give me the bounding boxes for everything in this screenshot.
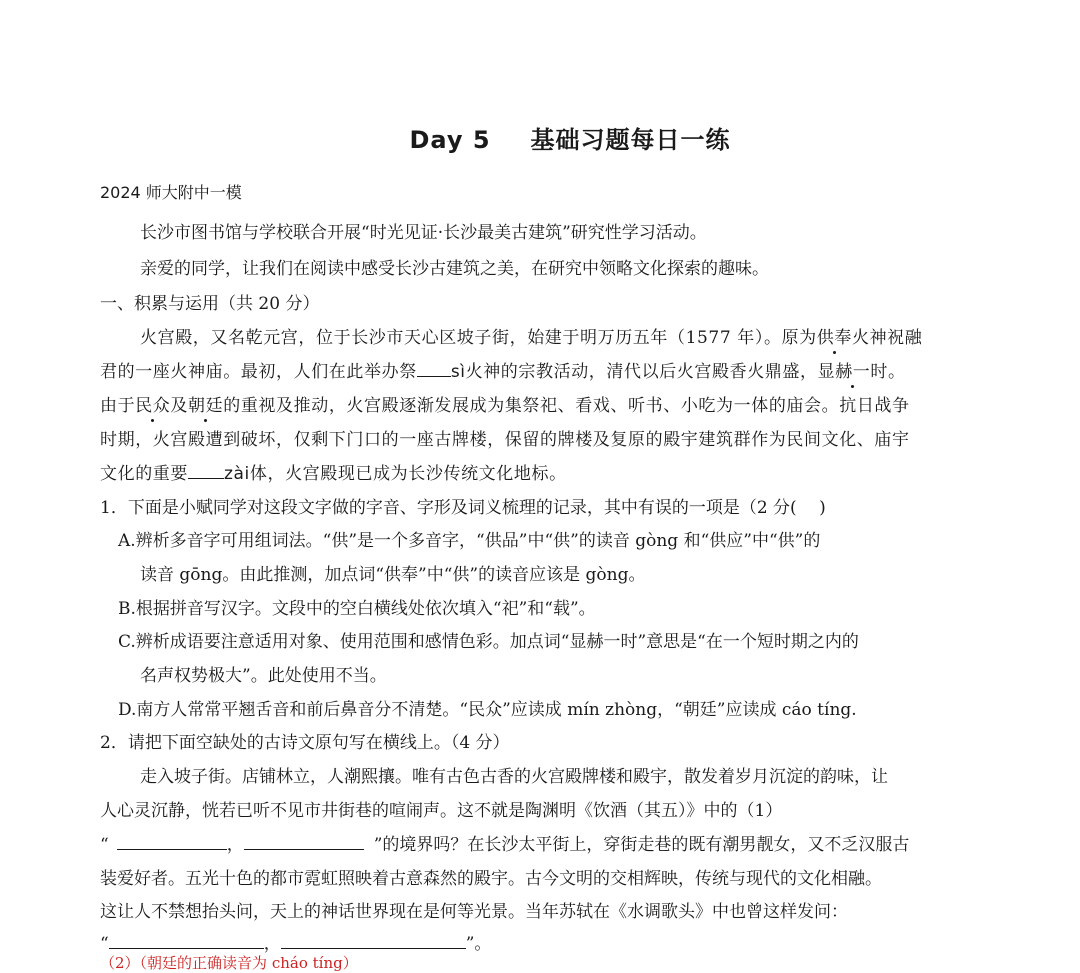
answer-blank-4 — [281, 931, 466, 949]
passage-line-4: 时期，火宫殿遭到破坏，仅剩下门口的一座古牌楼，保留的牌楼及复原的殿宇建筑群作为民间文化、庙宇 — [100, 430, 910, 450]
source-line: 2024 师大附中一模 — [100, 183, 242, 202]
q1-option-c-line-1: C.辨析成语要注意适用对象、使用范围和感情色彩。加点词“显赫一时”意思是“在一个短时期之内的 — [118, 632, 859, 652]
intro-line-2: 亲爱的同学，让我们在阅读中感受长沙古建筑之美，在研究中领略文化探索的趣味。 — [140, 259, 769, 279]
answer-blank-1 — [117, 832, 227, 850]
title-main: 基础习题每日一练 — [530, 126, 731, 154]
blank-2 — [188, 461, 224, 479]
q2-stem: 2．请把下面空缺处的古诗文原句写在横线上。（4 分） — [100, 733, 510, 753]
q2-para-line-5: 这让人不禁想抬头问，天上的神话世界现在是何等光景。当年苏轼在《水调歌头》中也曾这样发问： — [100, 902, 848, 922]
q1-option-a-line-1: A.辨析多音字可用组词法。“供”是一个多音字，“供品”中“供”的读音 gòng 和“供应”中“供”的 — [118, 531, 821, 551]
pinyin-zai: zài — [224, 464, 250, 484]
q2-para-line-2: 人心灵沉静，恍若已听不见市井街巷的喧闹声。这不就是陶渊明《饮酒（其五）》中的（1） — [100, 801, 783, 821]
q2-para-line-6: “ ， ”。 — [100, 929, 491, 954]
intro-line-1: 长沙市图书馆与学校联合开展“时光见证·长沙最美古建筑”研究性学习活动。 — [140, 223, 707, 243]
dotted-word-minzhong: 民众 — [135, 396, 171, 416]
blank-1 — [417, 359, 451, 377]
q1-option-d: D.南方人常常平翘舌音和前后鼻音分不清楚。“民众”应读成 mín zhòng，“朝廷”应读成 cáo tíng. — [118, 700, 857, 720]
dotted-word-chaoting: 朝廷 — [188, 396, 224, 416]
cut-off-red-note: （2）（朝廷的正确读音为 cháo tíng） — [100, 954, 358, 972]
day-label: Day 5 — [409, 126, 491, 154]
q1-option-a-line-2: 读音 gōng。由此推测，加点词“供奉”中“供”的读音应该是 gòng。 — [140, 565, 646, 585]
answer-blank-3 — [109, 931, 264, 949]
passage-line-5: 文化的重要 zài体，火宫殿现已成为长沙传统文化地标。 — [100, 459, 567, 484]
passage-line-3: 由于民众及朝廷的重视及推动，火宫殿逐渐发展成为集祭祀、看戏、听书、小吃为一体的庙会。抗日战争 — [100, 396, 910, 416]
pinyin-si: sì — [450, 362, 466, 382]
q1-option-b: B.根据拼音写汉字。文段中的空白横线处依次填入“祀”和“载”。 — [118, 599, 596, 619]
q1-option-c-line-2: 名声权势极大”。此处使用不当。 — [140, 666, 387, 686]
q2-para-line-1: 走入坡子街。店铺林立，人潮熙攘。唯有古色古香的火宫殿牌楼和殿宇，散发着岁月沉淀的韵味，让 — [140, 767, 888, 787]
q1-stem: 1．下面是小赋同学对这段文字做的字音、字形及词义梳理的记录，其中有误的一项是（2 分( ) — [100, 498, 826, 518]
q2-para-line-4: 装爱好者。五光十色的都市霓虹照映着古意森然的殿宇。古今文明的交相辉映，传统与现代的文化相融。 — [100, 869, 882, 889]
passage-line-2: 君的一座火神庙。最初，人们在此举办祭 sì火神的宗教活动，清代以后火宫殿香火鼎盛，显赫一时。 — [100, 357, 906, 382]
answer-blank-2 — [244, 832, 364, 850]
dotted-word-gongfeng: 供奉 — [816, 328, 852, 348]
q2-para-line-3: “ ， ”的境界吗？在长沙太平街上，穿街走巷的既有潮男靓女，又不乏汉服古 — [100, 830, 909, 855]
section-heading: 一、积累与运用（共 20 分） — [100, 294, 320, 314]
dotted-word-xianhe: 显赫一时 — [817, 362, 888, 382]
page-title — [0, 120, 1080, 155]
passage-line-1: 火宫殿，又名乾元宫，位于长沙市天心区坡子街，始建于明万历五年（1577 年）。原为供奉火神祝融 — [140, 328, 923, 348]
